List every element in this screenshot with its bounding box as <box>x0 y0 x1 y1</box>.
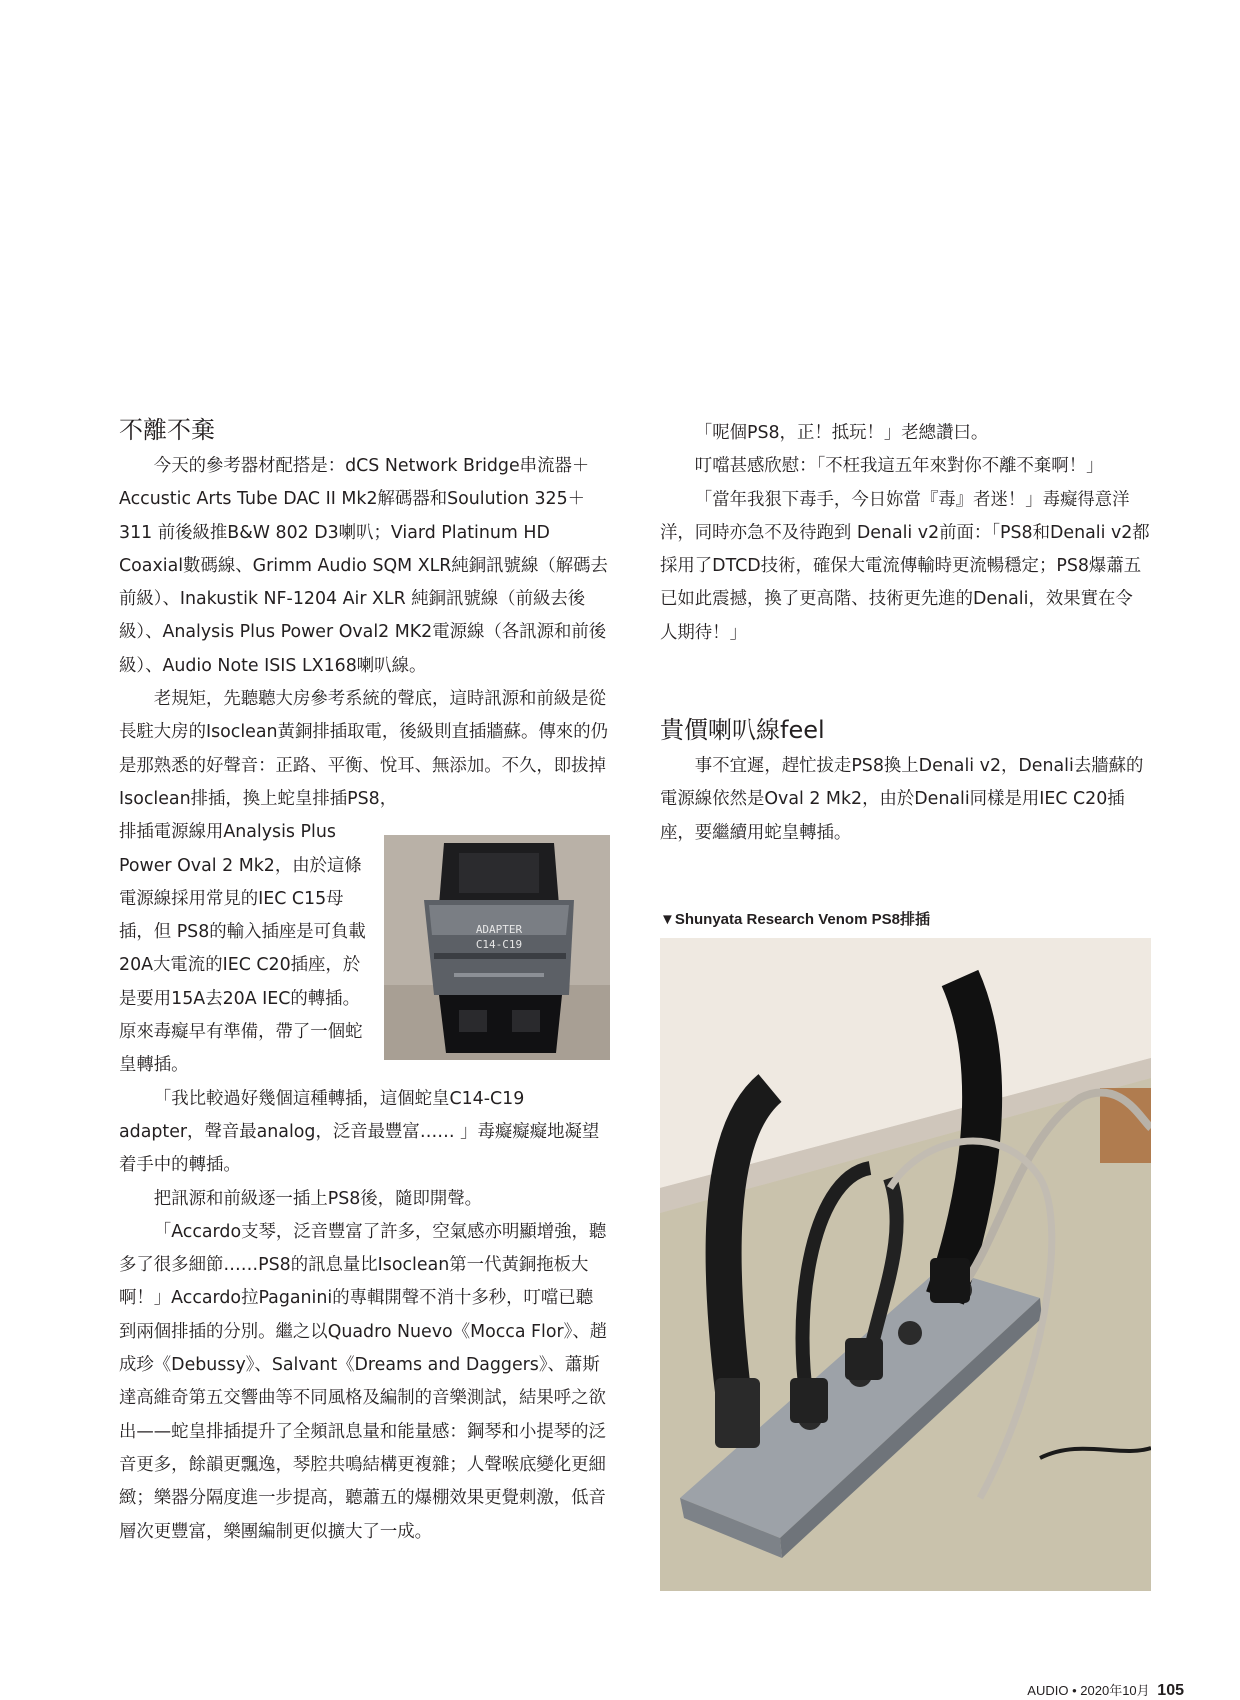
photo-caption: ▼Shunyata Research Venom PS8排插 <box>660 911 930 928</box>
paragraph: 老規矩，先聽聽大房參考系統的聲底，這時訊源和前級是從長駐大房的Isoclean黃銅排插取電，後級則直插牆蘇。傳來的仍是那熟悉的好聲音：正路、平衡、悅耳、無添加。不久，即拔掉Isoclean排插，換上蛇皇排插PS8， <box>119 689 608 809</box>
paragraph: 事不宜遲，趕忙拔走PS8換上Denali v2，Denali去牆蘇的電源線依然是Oval 2 Mk2，由於Denali同樣是用IEC C20插座，要繼續用蛇皇轉插。 <box>660 756 1144 843</box>
adapter-label-line1: ADAPTER <box>475 923 523 936</box>
issue-date: 2020年10月 <box>1080 1683 1150 1698</box>
adapter-photo <box>384 835 610 1060</box>
paragraph: 把訊源和前級逐一插上PS8後，隨即開聲。 <box>153 1188 483 1209</box>
paragraph: 今天的參考器材配搭是：dCS Network Bridge串流器＋Accustic Arts Tube DAC II Mk2解碼器和Soulution 325＋311 前後級推B&W 802 D3喇叭；Viard Platinum HD Coaxial數碼線、Grimm Audio SQM XLR純銅訊號線（解碼去前級）、Inakustik NF-1204 Air XLR 純銅訊號線（前級去後級）、Analysis Plus Power Oval2 MK2電源線（各訊源和前後級）、Audio Note ISIS LX168喇叭線。 <box>119 456 608 676</box>
right-column-top <box>660 417 1150 650</box>
adapter-label-line2: C14-C19 <box>475 938 523 951</box>
paragraph: 「我比較過好幾個這種轉插，這個蛇皇C14-C19 adapter，聲音最analog，泛音最豐富…… 」毒癡癡癡地凝望着手中的轉插。 <box>119 1088 600 1176</box>
bullet: • <box>1072 1683 1077 1698</box>
page-number: 105 <box>1157 1682 1184 1699</box>
paragraph: 叮噹甚感欣慰：「不枉我這五年來對你不離不棄啊！」 <box>694 456 1104 477</box>
paragraph: 「呢個PS8，正！抵玩！」老總讚曰。 <box>694 423 989 443</box>
power-strip-photo <box>660 938 1151 1591</box>
page-footer <box>1027 1680 1184 1700</box>
right-column-bottom <box>660 750 1150 850</box>
paragraph: 「當年我狠下毒手，今日妳當『毒』者迷！」毒癡得意洋洋，同時亦急不及待跑到 Denali v2前面：「PS8和Denali v2都採用了DTCD技術，確保大電流傳輸時更流暢穩定；PS8爆蕭五已如此震撼，換了更高階、技術更先進的Denali，效果實在令人期待！」 <box>660 489 1150 643</box>
section-heading-left: 不離不棄 <box>119 416 215 444</box>
paragraph: 「Accardo支琴，泛音豐富了許多，空氣感亦明顯增強，聽多了很多細節……PS8的訊息量比Isoclean第一代黃銅拖板大啊！」Accardo拉Paganini的專輯開聲不消十多秒，叮噹已聽到兩個排插的分別。繼之以Quadro Nuevo《Mocca Flor》、趙成珍《Debussy》、Salvant《Dreams and Daggers》、蕭斯達高維奇第五交響曲等不同風格及編制的音樂測試，結果呼之欲出——蛇皇排插提升了全頻訊息量和能量感：鋼琴和小提琴的泛音更多，餘韻更飄逸，琴腔共鳴結構更複雜；人聲喉底變化更細緻；樂器分隔度進一步提高，聽蕭五的爆棚效果更覺刺激，低音層次更豐富，樂團編制更似擴大了一成。 <box>119 1221 608 1542</box>
section-heading-right: 貴價喇叭線feel <box>660 716 825 744</box>
magazine-name: AUDIO <box>1027 1683 1069 1698</box>
paragraph: 排插電源線用Analysis Plus Power Oval 2 Mk2，由於這條電源線採用常見的IEC C15母插，但 PS8的輸入插座是可負載20A大電流的IEC C20插座，於是要用15A去20A IEC的轉插。原來毒癡早有準備，帶了一個蛇皇轉插。 <box>119 822 366 1076</box>
